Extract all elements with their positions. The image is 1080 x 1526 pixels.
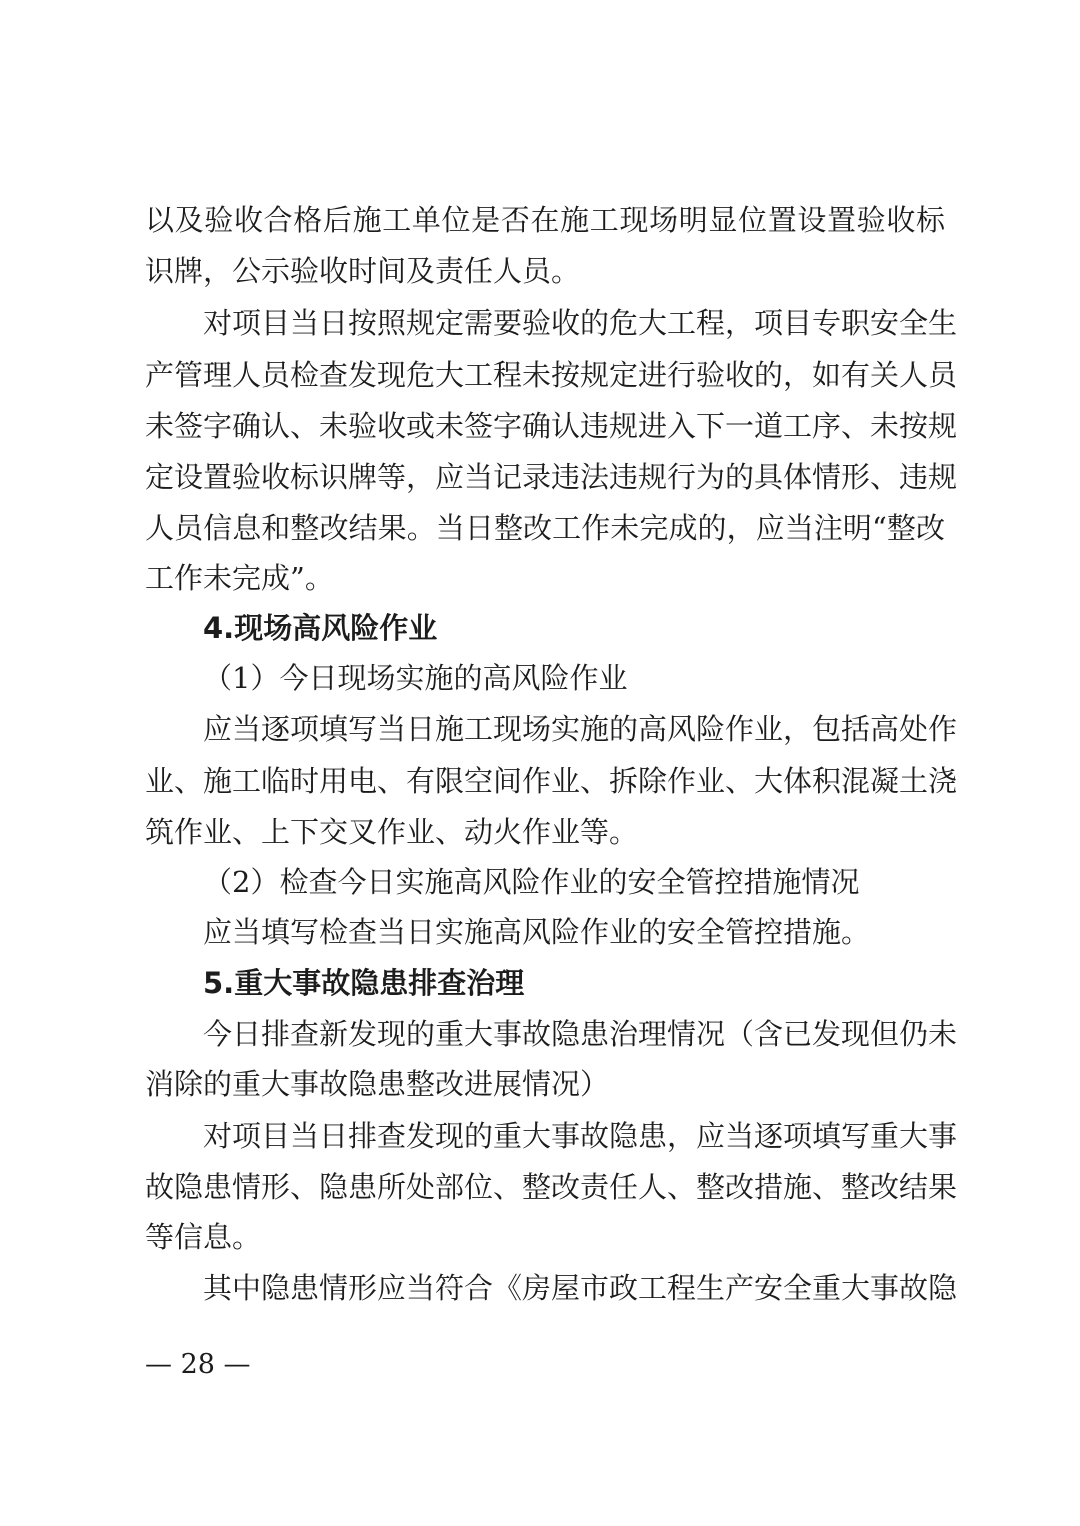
text-line: 人员信息和整改结果。当日整改工作未完成的，应当注明“整改 bbox=[145, 511, 945, 545]
text-line: 产管理人员检查发现危大工程未按规定进行验收的，如有关人员 bbox=[145, 358, 958, 392]
text-line: 故隐患情形、隐患所处部位、整改责任人、整改措施、整改结果 bbox=[145, 1170, 958, 1204]
text-line: 消除的重大事故隐患整改进展情况） bbox=[145, 1067, 610, 1101]
subsection-heading: （2）检查今日实施高风险作业的安全管控措施情况 bbox=[203, 865, 860, 899]
text-line: 未签字确认、未验收或未签字确认违规进入下一道工序、未按规 bbox=[145, 409, 958, 443]
text-line: 应当逐项填写当日施工现场实施的高风险作业，包括高处作 bbox=[203, 712, 958, 746]
text-line: 定设置验收标识牌等，应当记录违法违规行为的具体情形、违规 bbox=[145, 460, 958, 494]
text-line: 等信息。 bbox=[145, 1220, 262, 1254]
text-line: 筑作业、上下交叉作业、动火作业等。 bbox=[145, 815, 639, 849]
text-line: 业、施工临时用电、有限空间作业、拆除作业、大体积混凝土浇 bbox=[145, 764, 958, 798]
text-line: 工作未完成”。 bbox=[145, 561, 334, 595]
text-line: 今日排查新发现的重大事故隐患治理情况（含已发现但仍未 bbox=[203, 1017, 958, 1051]
text-line: 应当填写检查当日实施高风险作业的安全管控措施。 bbox=[203, 915, 871, 949]
text-line: 对项目当日排查发现的重大事故隐患，应当逐项填写重大事 bbox=[203, 1119, 958, 1153]
text-line: 其中隐患情形应当符合《房屋市政工程生产安全重大事故隐 bbox=[203, 1271, 958, 1305]
section-heading: 5.重大事故隐患排查治理 bbox=[203, 966, 525, 1000]
text-line: 对项目当日按照规定需要验收的危大工程，项目专职安全生 bbox=[203, 306, 958, 340]
page-number: — 28 — bbox=[145, 1349, 251, 1380]
section-heading: 4.现场高风险作业 bbox=[203, 611, 438, 645]
subsection-heading: （1）今日现场实施的高风险作业 bbox=[203, 661, 628, 695]
text-line: 识牌，公示验收时间及责任人员。 bbox=[145, 254, 581, 288]
text-line: 以及验收合格后施工单位是否在施工现场明显位置设置验收标 bbox=[145, 203, 945, 237]
